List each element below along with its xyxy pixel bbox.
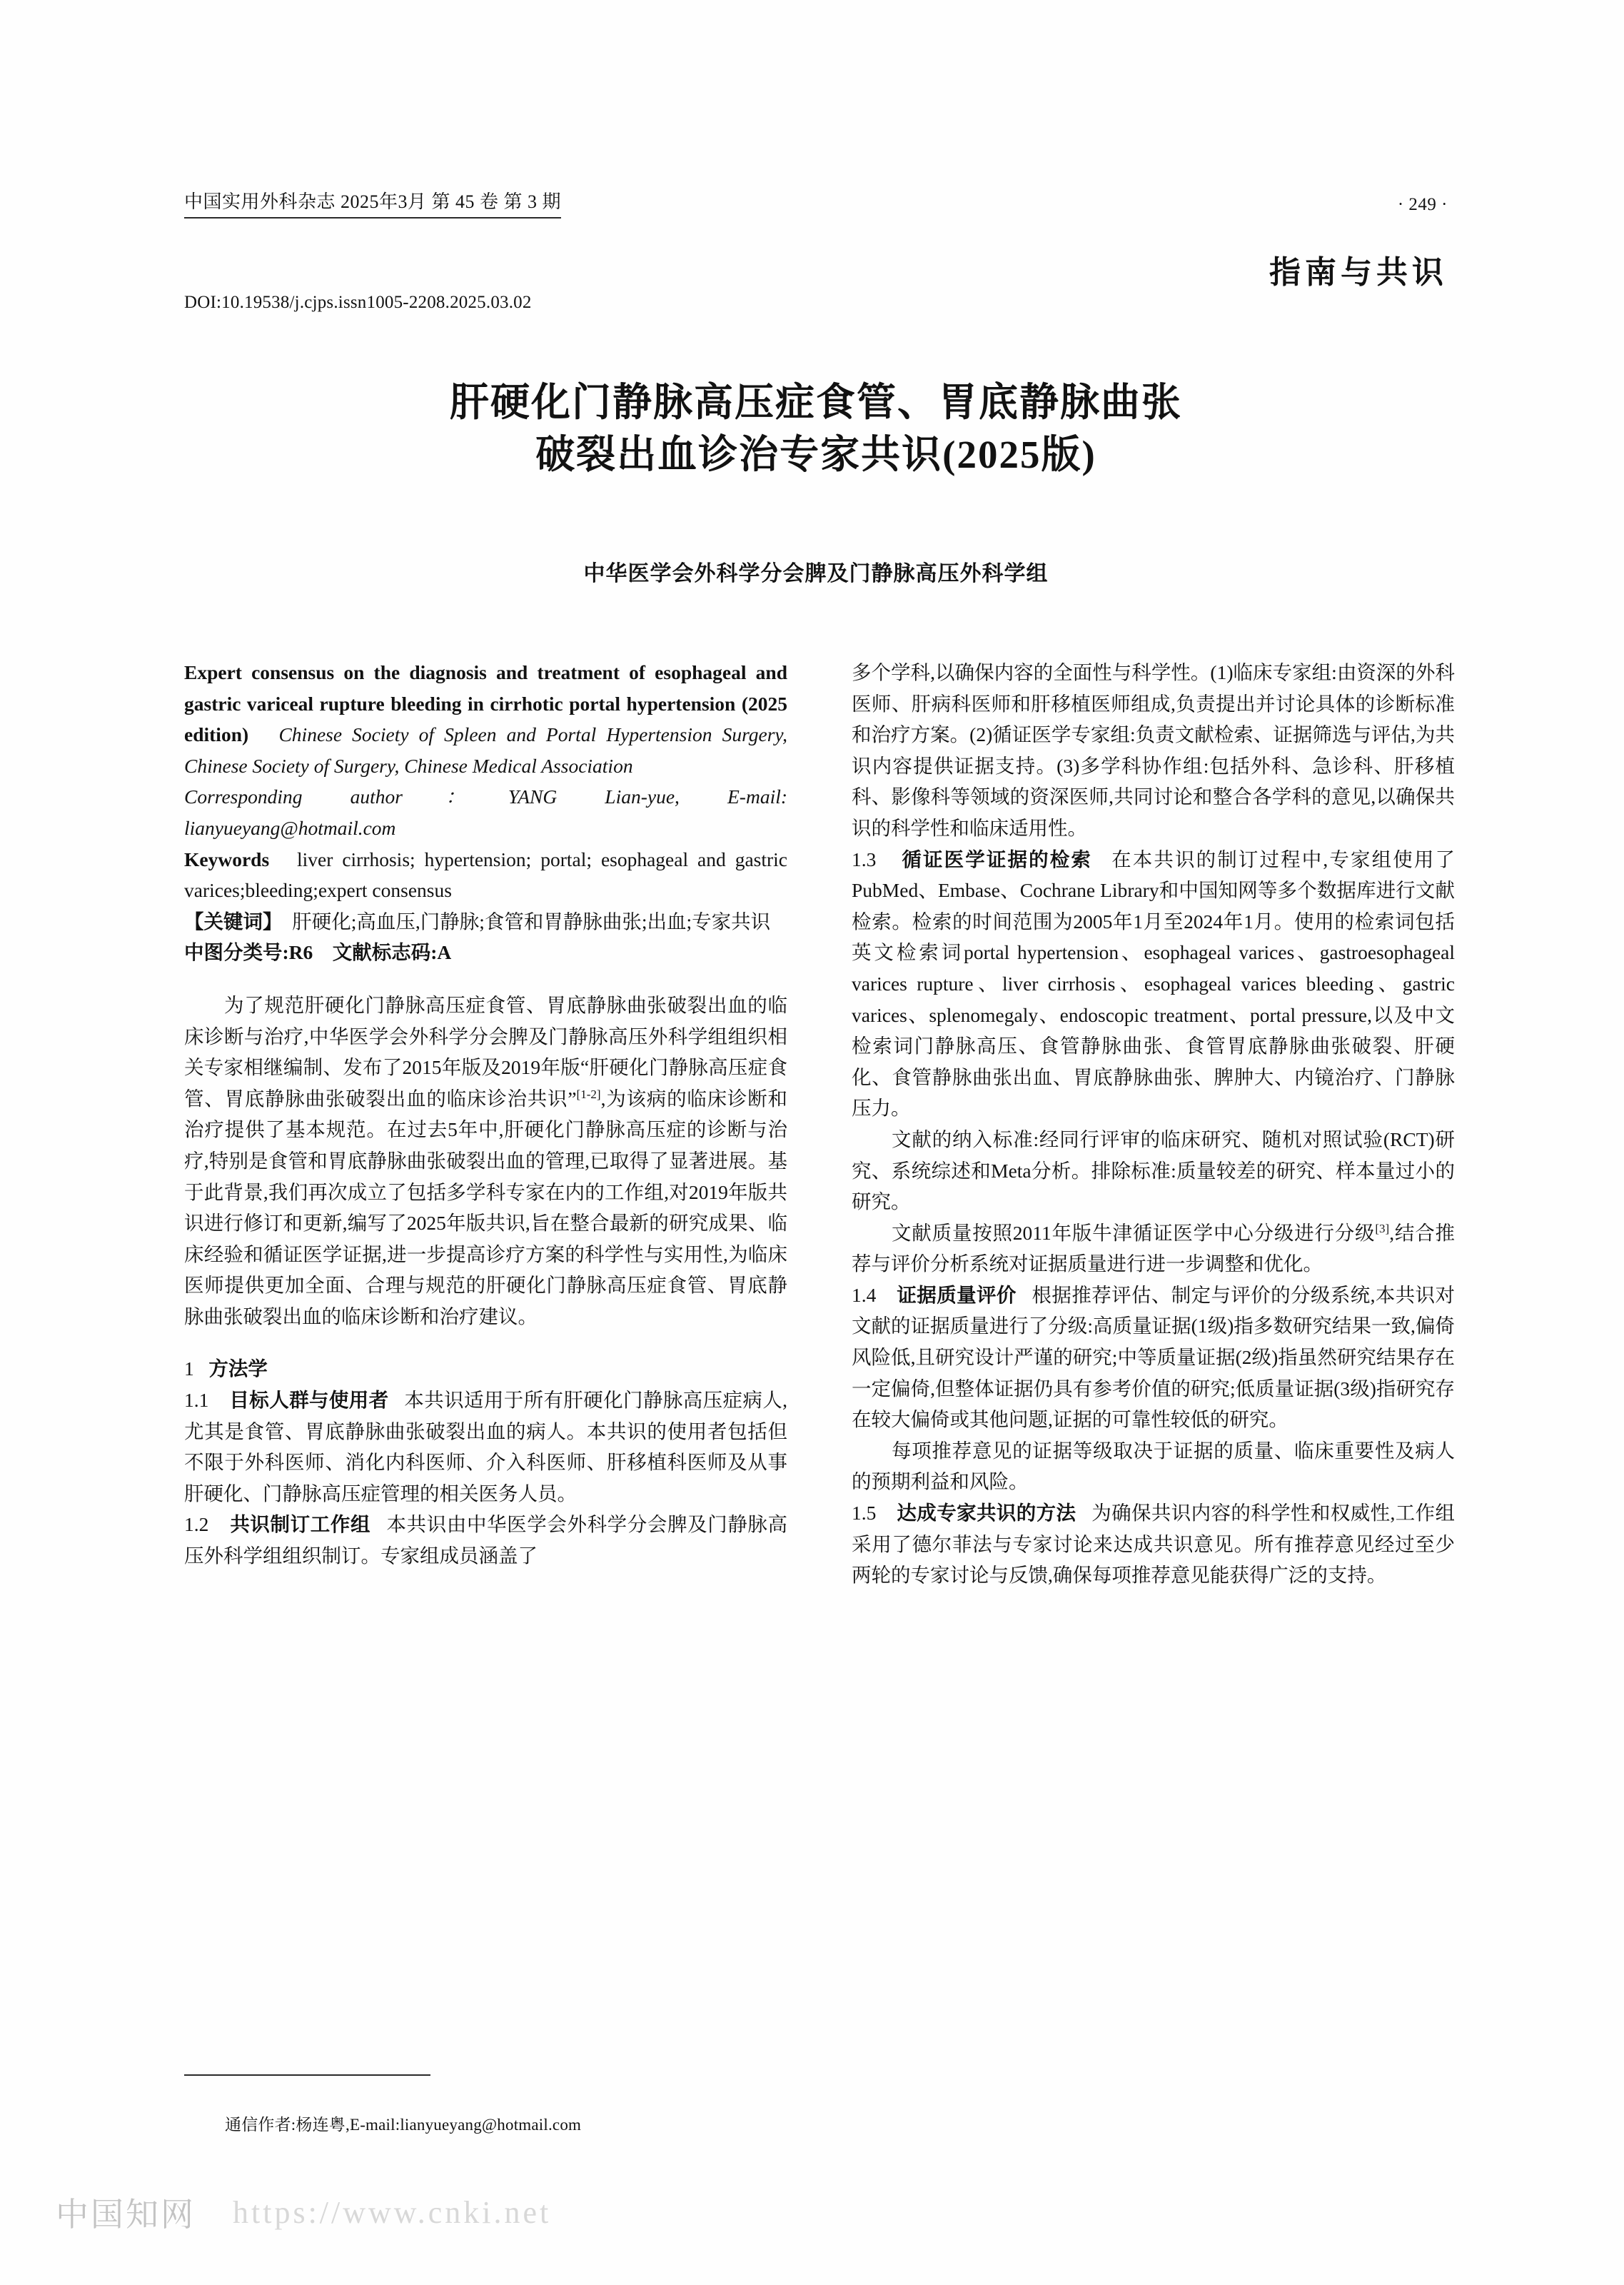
article-title-line-2: 破裂出血诊治专家共识(2025版)	[535, 432, 1096, 476]
english-title-text: Expert consensus on the diagnosis and treatment of esophageal and gastric variceal rupture bleeding in cirrhotic portal hypertension (2025 edition)	[184, 661, 787, 746]
subsection-number-1-1: 1.1	[184, 1389, 209, 1412]
english-keywords-label: Keywords	[184, 848, 270, 870]
clc-code-line: 中图分类号:R6 文献标志码:A	[184, 941, 452, 964]
cnki-watermark	[56, 2189, 551, 2236]
english-title	[184, 657, 787, 781]
chinese-keywords	[184, 906, 787, 938]
chinese-keywords-label: 【关键词】	[184, 910, 283, 933]
cnki-watermark-url: https://www.cnki.net	[233, 2194, 552, 2230]
corresponding-author-line	[184, 781, 787, 843]
author-organization: 中华医学会外科学分会脾及门静脉高压外科学组	[583, 562, 1049, 586]
subsection-text-1-3: 在本共识的制订过程中,专家组使用了PubMed、Embase、Cochrane Library和中国知网等多个数据库进行文献检索。检索的时间范围为2005年1月至2024年1月。使用的检索词包括英文检索词portal hypertension、esophageal varices、gastroesophageal varices rupture、liver cirrhosis、esophageal varices bleeding、gastric varices、splenomegaly、endoscopic treatment、portal pressure,以及中文检索词门静脉高压、食管静脉曲张、食管胃底静脉曲张破裂、肝硬化、食管静脉曲张出血、胃底静脉曲张、脾肿大、内镜治疗、门静脉压力。	[852, 848, 1456, 1120]
subsection-number-1-4: 1.4	[852, 1283, 877, 1306]
subsection-number-1-3: 1.3	[852, 848, 877, 870]
subsection-text-1-5: 为确保共识内容的科学性和权威性,工作组采用了德尔菲法与专家讨论来达成共识意见。所有推荐意见经过至少两轮的专家讨论与反馈,确保每项推荐意见能获得广泛的支持。	[852, 1502, 1456, 1587]
subsection-1-1	[184, 1385, 787, 1509]
corresponding-author-colon: ：	[402, 785, 508, 808]
running-head	[184, 187, 1448, 219]
evidence-grade-paragraph: 每项推荐意见的证据等级取决于证据的质量、临床重要性及病人的预期利益和风险。	[852, 1439, 1455, 1493]
section-heading-1	[184, 1353, 787, 1385]
left-column	[184, 657, 787, 2078]
subsection-number-1-2: 1.2	[184, 1513, 209, 1536]
footnote-divider	[184, 2074, 430, 2076]
section-number-1: 1	[184, 1357, 194, 1380]
right-column	[852, 657, 1455, 2078]
doi-text: DOI:10.19538/j.cjps.issn1005-2208.2025.03.02	[184, 293, 532, 312]
section-title-1: 方法学	[208, 1357, 268, 1380]
subsection-1-2	[184, 1509, 787, 1571]
page-number: · 249 ·	[1397, 195, 1448, 214]
subsection-title-1-4: 证据质量评价	[897, 1283, 1017, 1306]
intro-paragraph-part1: 为了规范肝硬化门静脉高压症食管、胃底静脉曲张破裂出血的临床诊断与治疗,中华医学会外科学分会脾及门静脉高压外科学组组织相关专家相继编制、发布了2015年版及2019年版“肝硬化门静脉高压症食管、胃底静脉曲张破裂出血的临床诊治共识”	[184, 993, 787, 1110]
subsection-number-1-5: 1.5	[852, 1502, 877, 1525]
cnki-watermark-label: 中国知网	[56, 2196, 196, 2233]
english-keywords-value: liver cirrhosis; hypertension; portal; esophageal and gastric varices;bleeding;expert consensus	[184, 848, 787, 902]
intro-paragraph	[184, 990, 787, 1332]
corresponding-author-value: YANG Lian-yue, E-mail: lianyueyang@hotmail.com	[184, 785, 788, 839]
body-columns	[184, 657, 1455, 2078]
subsection-title-1-2: 共识制订工作组	[230, 1513, 371, 1536]
section-category-heading: 指南与共识	[1269, 255, 1448, 290]
subsection-text-1-1: 本共识适用于所有肝硬化门静脉高压症病人,尤其是食管、胃底静脉曲张破裂出血的病人。本共识的使用者包括但不限于外科医师、消化内科医师、介入科医师、肝移植科医师及从事肝硬化、门静脉高压症管理的相关医务人员。	[184, 1389, 788, 1505]
corresponding-author-label: Corresponding author	[184, 785, 403, 808]
article-title	[184, 377, 1448, 481]
english-affiliation: Chinese Society of Spleen and Portal Hypertension Surgery, Chinese Society of Surgery, Chinese Medical Association	[184, 723, 787, 777]
quality-grading-part1: 文献质量按照2011年版牛津循证医学中心分级进行分级	[892, 1221, 1376, 1244]
quality-grading-part2: ,结合推荐与评价分析系统对证据质量进行进一步调整和优化。	[852, 1221, 1456, 1275]
inclusion-criteria-paragraph: 文献的纳入标准:经同行评审的临床研究、随机对照试验(RCT)研究、系统综述和Meta分析。排除标准:质量较差的研究、样本量过小的研究。	[852, 1128, 1455, 1213]
chinese-keywords-value: 肝硬化;高血压,门静脉;食管和胃静脉曲张;出血;专家共识	[292, 910, 771, 933]
quality-grading-paragraph	[852, 1217, 1455, 1280]
subsection-title-1-5: 达成专家共识的方法	[897, 1502, 1076, 1525]
intro-paragraph-part2: ,为该病的临床诊断和治疗提供了基本规范。在过去5年中,肝硬化门静脉高压症的诊断与治疗,特别是食管和胃底静脉曲张破裂出血的管理,已取得了显著进展。基于此背景,我们再次成立了包括多学科专家在内的工作组,对2019年版共识进行修订和更新,编写了2025年版共识,旨在整合最新的研究成果、临床经验和循证医学证据,进一步提高诊疗方案的科学性与实用性,为临床医师提供更加全面、合理与规范的肝硬化门静脉高压症食管、胃底静脉曲张破裂出血的临床诊断和治疗建议。	[184, 1087, 787, 1327]
intro-reference-marker: [1-2]	[576, 1087, 601, 1101]
article-title-line-1: 肝硬化门静脉高压症食管、胃底静脉曲张	[449, 381, 1182, 424]
subsection-title-1-3: 循证医学证据的检索	[902, 848, 1093, 870]
subsection-1-5	[852, 1497, 1455, 1591]
subsection-1-3	[852, 844, 1455, 1124]
subsection-1-4	[852, 1280, 1455, 1435]
right-paragraph-1: 多个学科,以确保内容的全面性与科学性。(1)临床专家组:由资深的外科医师、肝病科医师和肝移植医师组成,负责提出并讨论具体的诊断标准和治疗方案。(2)循证医学专家组:负责文献检索、证据筛选与评估,为共识内容提供证据支持。(3)多学科协作组:包括外科、急诊科、肝移植科、影像科等领域的资深医师,共同讨论和整合各学科的意见,以确保共识的科学性和临床适用性。	[852, 661, 1455, 839]
quality-reference-marker: [3]	[1375, 1221, 1390, 1235]
subsection-title-1-1: 目标人群与使用者	[229, 1389, 389, 1412]
running-head-journal: 中国实用外科杂志 2025年3月 第 45 卷 第 3 期	[184, 187, 561, 219]
subsection-text-1-2: 本共识由中华医学会外科学分会脾及门静脉高压外科学组组织制订。专家组成员涵盖了	[184, 1513, 788, 1567]
footnote-corresponding-author: 通信作者:杨连粤,E-mail:lianyueyang@hotmail.com	[225, 2116, 582, 2134]
english-keywords	[184, 844, 787, 906]
subsection-text-1-4: 根据推荐评估、制定与评价的分级系统,本共识对文献的证据质量进行了分级:高质量证据(1级)指多数研究结果一致,偏倚风险低,且研究设计严谨的研究;中等质量证据(2级)指虽然研究结果存在一定偏倚,但整体证据仍具有参考价值的研究;低质量证据(3级)指研究存在较大偏倚或其他问题,证据的可靠性较低的研究。	[852, 1283, 1456, 1431]
